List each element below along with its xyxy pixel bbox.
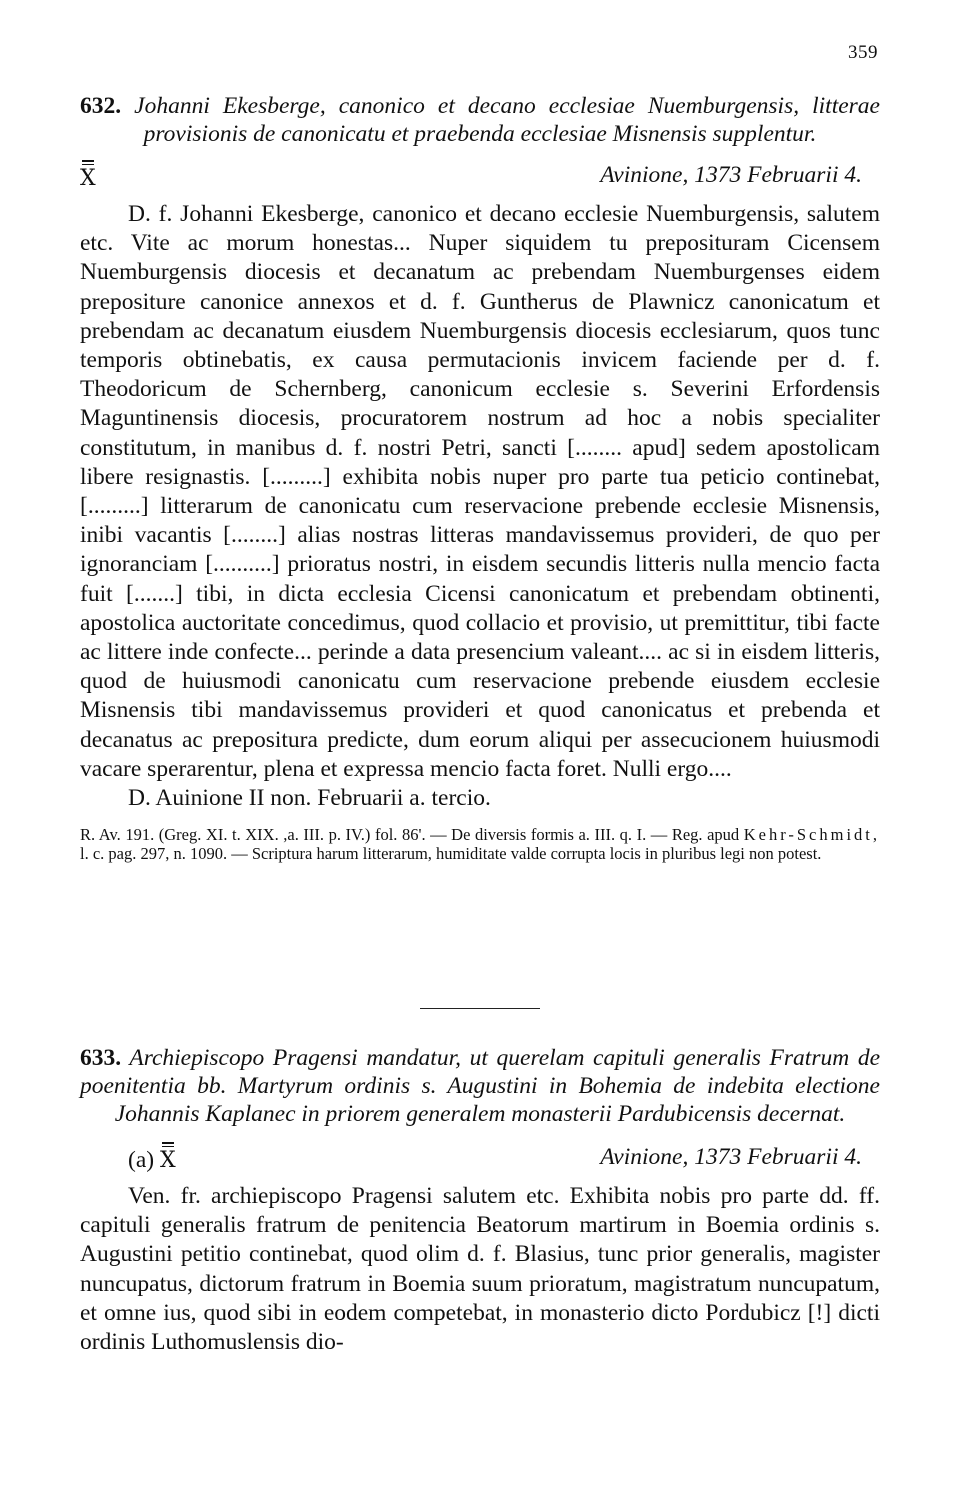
notes-author: Kehr-Schmidt,: [743, 825, 880, 845]
place-date: Avinione, 1373 Februarii 4.: [600, 1144, 862, 1170]
dateline: [80, 160, 880, 200]
page-number: 359: [848, 42, 878, 63]
entry-datum: D. Auinione II non. Februarii a. tercio.: [128, 785, 491, 812]
entry-summary: Archiepiscopo Pragensi mandatur, ut querelam capituli generalis Fratrum de poenitentia bb. Martyrum ordinis s. Augustini in Bohemia de indebita electione Johannis Kaplanec in priorem generalem monasterii Pardubicensis decernat.: [80, 1045, 881, 1127]
register-sign-mark: X: [80, 160, 96, 191]
entry-number: 633.: [80, 1045, 122, 1071]
entry-heading: [80, 92, 880, 148]
entry-notes: [80, 825, 880, 863]
register-sign: [80, 160, 96, 192]
entry-number: 632.: [80, 93, 122, 119]
entry-632: [80, 92, 880, 863]
entry-body: Ven. fr. archiepiscopo Pragensi salutem etc. Exhibita nobis pro parte dd. ff. capituli generalis fratrum de penitencia Beatorum martirum in Boemia ordinis s. Augustini petitio continebat, quod olim d. f. Blasius, tunc prior generalis, magister nuncupatus, dictorum fratrum in Boemia suum prioratum, magistratum nuncupatum, et omne ius, quod sibi in eodem competebat, in monasterio dicto Pordubicz [!] dicti ordinis Luthomuslensis dio-: [80, 1183, 880, 1356]
entry-heading: [80, 1044, 880, 1128]
notes-part-2: l. c. pag. 297, n. 1090. — Scriptura harum litterarum, humiditate valde corrupta locis in pluribus legi non potest.: [80, 844, 822, 864]
dateline: [80, 1142, 880, 1182]
entry-separator: [420, 1008, 540, 1009]
register-sign-prefix: (a): [128, 1147, 155, 1173]
register-sign-mark: X: [160, 1142, 176, 1173]
notes-part-1: R. Av. 191. (Greg. XI. t. XIX. ,a. III. p. IV.) fol. 86'. — De diversis formis a. III. q. I. — Reg. apud: [80, 825, 744, 845]
entry-633: [80, 1044, 880, 1357]
register-sign: [128, 1142, 176, 1174]
entry-summary: Johanni Ekesberge, canonico et decano ecclesiae Nuemburgensis, litterae provisionis de canonicatu et praebenda ecclesiae Misnensis supplentur.: [134, 93, 880, 147]
entry-body: D. f. Johanni Ekesberge, canonico et decano ecclesie Nuemburgensis, salutem etc. Vite ac morum honestas... Nuper siquidem tu preposituram Cicensem Nuemburgensis diocesis et decanatum ac prebendam Nuemburgenses eidem prepositure canonice annexos et d. f. Guntherus de Plawnicz canonicatum et prebendam ac decanatum eiusdem Nuemburgensis diocesis ecclesiarum, quos tunc temporis obtinebatis, ex causa permutacionis invicem faciende per d. f. Theodoricum de Schernberg, canonicum ecclesie s. Severini Erfordensis Maguntinensis diocesis, procuratorem nostrum ad hoc a nobis specialiter constitutum, in manibus d. f. nostri Petri, sancti [........ apud] sedem apostolicam libere resignastis. [.........] exhibita nobis nuper pro parte tua peticio continebat, [.........] litterarum de canonicatu cum reservacione prebende ecclesie Misnensis, inibi vacantis [........] alias nostras litteras mandavissemus provideri, de quo per ignoranciam [..........] prioratus nostri, in eisdem secundis litteris nulla mencio facta fuit [.......] tibi, in dicta ecclesia Cicensi canonicatum et prebendam obtinenti, apostolica auctoritate concedimus, quod collacio et provisio, ut premittitur, tibi facte ac littere inde confecte... perinde a data presencium valeant.... ac si in eisdem litteris, quod de huiusmodi canonicatu cum reservacione prebende eiusdem ecclesie Misnensis tibi mandavissemus provideri et quod canonicatus et prebenda et decanatus ac prepositura predicte, dum eorum aliqui per assecucionem huiusmodi vacare sperarentur, plena et expressa mencio facta foret. Nulli ergo....: [80, 201, 880, 782]
place-date: Avinione, 1373 Februarii 4.: [600, 162, 862, 188]
